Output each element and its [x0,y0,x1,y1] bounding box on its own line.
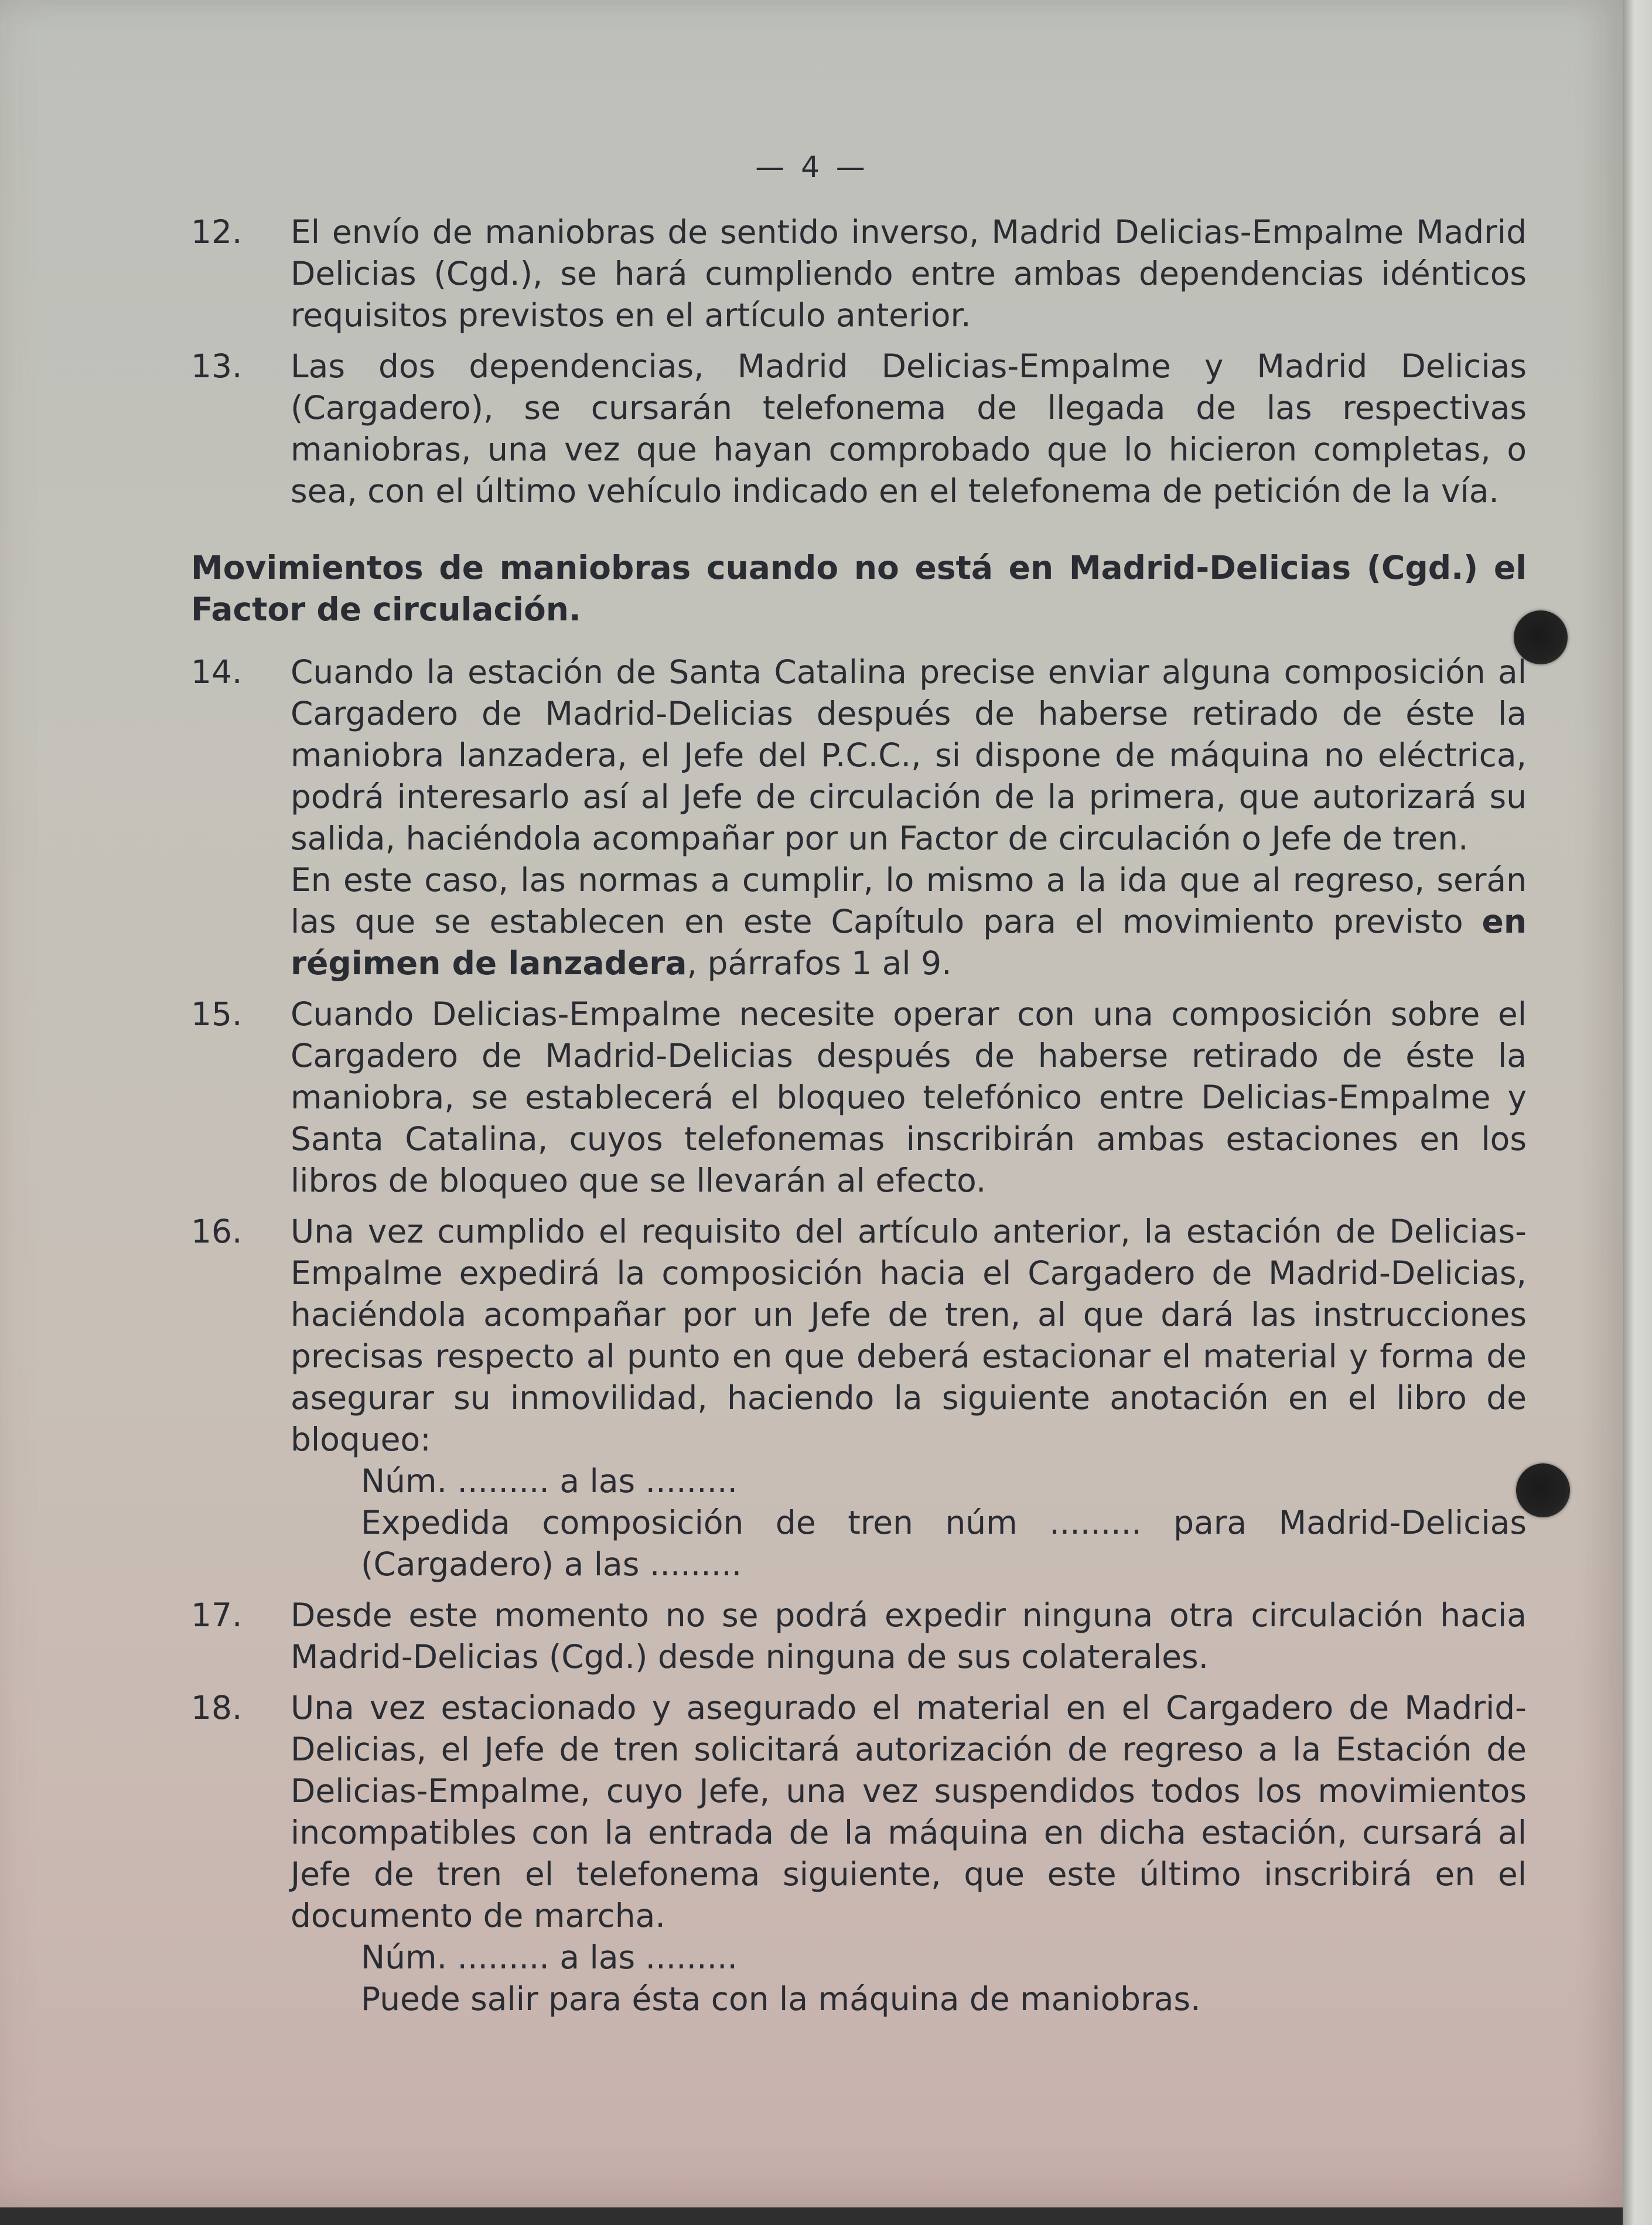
telephone-message-template [291,1937,1527,2020]
article-number: 17. [191,1596,243,1634]
article-paragraph: Una vez estacionado y asegurado el material en el Cargadero de Madrid-Delicias, el Jefe de tren solicitará autorización de regreso a la Estación de Delicias-Empalme, cuyo Jefe, una vez suspendidos todos los movimientos incompatibles con la entrada de la máquina en dicha estación, cursará al Jefe de tren el telefonema siguiente, que este último inscribirá en el documento de marcha. [291,1689,1527,1934]
log-entry-line: Expedida composición de tren núm ......... para Madrid-Delicias (Cargadero) a las ......... [361,1504,1527,1583]
article-18 [191,1687,1527,2020]
article-17 [191,1595,1527,1678]
article-number: 15. [191,995,243,1033]
page-number: — 4 — [755,150,869,184]
article-paragraph [291,859,1527,984]
article-12 [191,211,1527,336]
section-heading: Movimientos de maniobras cuando no está en Madrid-Delicias (Cgd.) el Factor de circulación. [191,549,1527,628]
article-body [291,651,1527,984]
page-content [191,146,1527,2029]
paragraph-text: En este caso, las normas a cumplir, lo mismo a la ida que al regreso, serán las que se establecen en este Capítulo para el movimiento previsto [291,861,1527,940]
article-13 [191,346,1527,512]
next-page-edge [1623,0,1652,2225]
emphasis-text: en régimen de lanzadera [291,903,1527,982]
article-14 [191,651,1527,984]
message-line: Puede salir para ésta con la máquina de maniobras. [361,1980,1201,2018]
article-paragraph: Una vez cumplido el requisito del artículo anterior, la estación de Delicias-Empalme expedirá la composición hacia el Cargadero de Madrid-Delicias, haciéndola acompañar por un Jefe de tren, al que dará las instrucciones precisas respecto al punto en que deberá estacionar el material y forma de asegurar su inmovilidad, haciendo la siguiente anotación en el libro de bloqueo: [291,1213,1527,1458]
article-number: 16. [191,1213,243,1250]
article-text: Cuando Delicias-Empalme necesite operar con una composición sobre el Cargadero de Madrid-Delicias después de haberse retirado de éste la maniobra, se establecerá el bloqueo telefónico entre Delicias-Empalme y Santa Catalina, cuyos telefonemas inscribirán ambas estaciones en los libros de bloqueo que se llevarán al efecto. [291,995,1527,1199]
article-paragraph: Cuando la estación de Santa Catalina precise enviar alguna composición al Cargadero de Madrid-Delicias después de haberse retirado de éste la maniobra lanzadera, el Jefe del P.C.C., si dispone de máquina no eléctrica, podrá interesarlo así al Jefe de circulación de la primera, que autorizará su salida, haciéndola acompañar por un Factor de circulación o Jefe de tren. [291,653,1527,857]
article-body [291,1211,1527,1585]
article-number: 18. [191,1689,243,1726]
article-16 [191,1211,1527,1585]
article-number: 14. [191,653,243,691]
article-text: Las dos dependencias, Madrid Delicias-Empalme y Madrid Delicias (Cargadero), se cursarán telefonema de llegada de las respectivas maniobras, una vez que hayan comprobado que lo hicieron completas, o sea, con el último vehículo indicado en el telefonema de petición de la vía. [291,347,1527,510]
article-text: Desde este momento no se podrá expedir ninguna otra circulación hacia Madrid-Delicias (Cgd.) desde ninguna de sus colaterales. [291,1596,1527,1675]
article-number: 13. [191,347,243,385]
article-text: El envío de maniobras de sentido inverso, Madrid Delicias-Empalme Madrid Delicias (Cgd.), se hará cumpliendo entre ambas dependencias idénticos requisitos previstos en el artículo anterior. [291,213,1527,334]
log-entry-line: Núm. ......... a las ......... [361,1462,738,1500]
log-entry-template [291,1460,1527,1585]
paragraph-text: , párrafos 1 al 9. [687,944,952,982]
article-number: 12. [191,213,243,251]
message-line: Núm. ......... a las ......... [361,1939,738,1976]
article-15 [191,994,1527,1202]
article-body [291,1687,1527,2020]
